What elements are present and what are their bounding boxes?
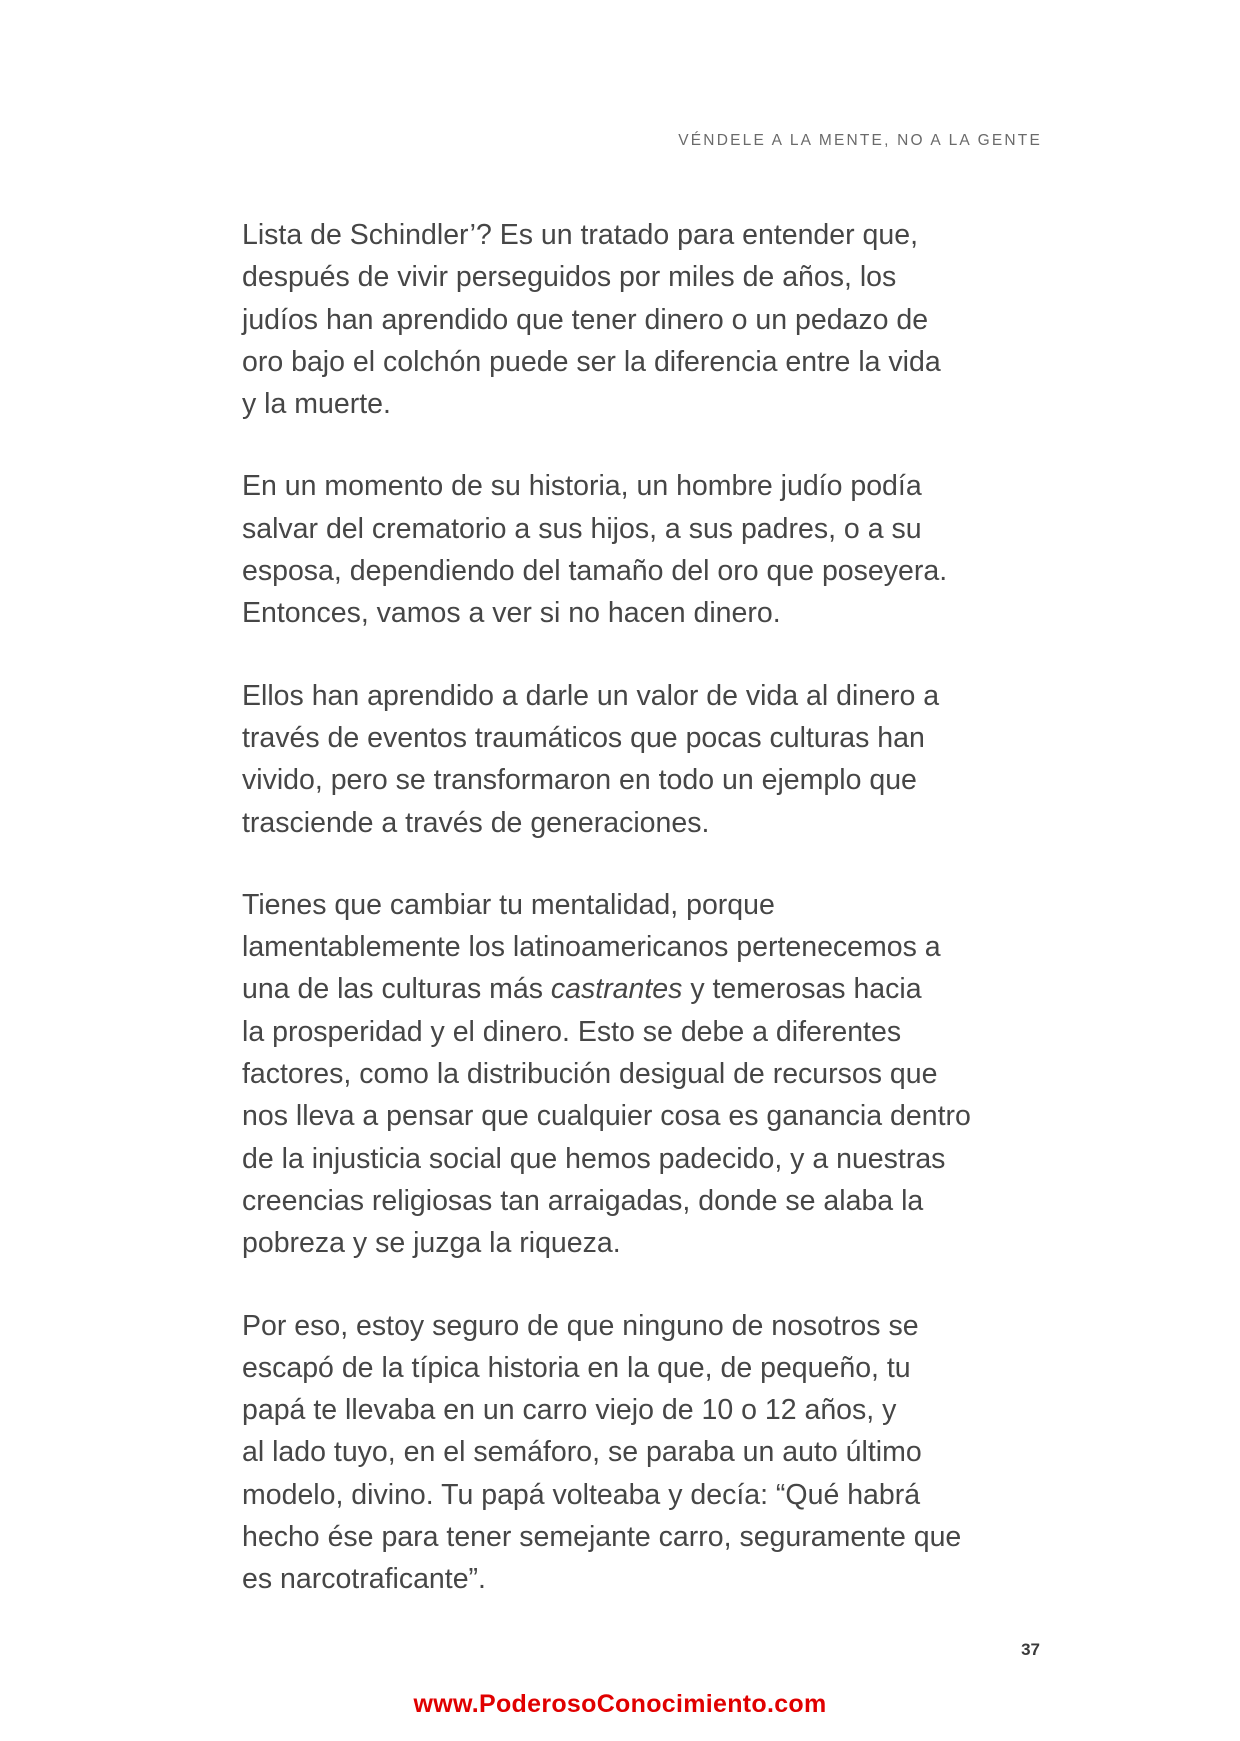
text-line: Tienes que cambiar tu mentalidad, porque — [242, 888, 775, 921]
text-line: después de vivir perseguidos por miles de años, los — [242, 261, 897, 294]
page-number: 37 — [1021, 1640, 1040, 1659]
italic-word: castrantes — [550, 973, 683, 1006]
text-line: Lista de Schindler’? Es un tratado para entender que, — [242, 219, 919, 251]
paragraph-3 — [242, 675, 1072, 844]
text-line: oro bajo el colchón puede ser la diferencia entre la vida — [242, 345, 941, 378]
text-line: Entonces, vamos a ver si no hacen dinero. — [242, 597, 781, 630]
text-line: escapó de la típica historia en la que, de pequeño, tu — [242, 1351, 911, 1384]
text-line: de la injusticia social que hemos padecido, y a nuestras — [242, 1142, 946, 1175]
text-segment: y temerosas hacia — [682, 973, 922, 1006]
text-line: creencias religiosas tan arraigadas, donde se alaba la — [242, 1184, 924, 1217]
body-text — [242, 214, 1072, 1641]
text-line: factores, como la distribución desigual de recursos que — [242, 1058, 938, 1091]
text-line: lamentablemente los latinoamericanos pertenecemos a — [242, 931, 941, 964]
text-line: modelo, divino. Tu papá volteaba y decía: “Qué habrá — [242, 1478, 921, 1511]
text-line: papá te llevaba en un carro viejo de 10 o 12 años, y — [242, 1394, 897, 1427]
text-line: vivido, pero se transformaron en todo un ejemplo que — [242, 764, 917, 797]
text-line: judíos han aprendido que tener dinero o un pedazo de — [242, 303, 929, 336]
text-line: esposa, dependiendo del tamaño del oro que poseyera. — [242, 555, 948, 588]
paragraph-2 — [242, 465, 1072, 634]
text-line: Por eso, estoy seguro de que ninguno de nosotros se — [242, 1309, 919, 1342]
text-line: nos lleva a pensar que cualquier cosa es ganancia dentro — [242, 1100, 971, 1133]
running-header: VÉNDELE A LA MENTE, NO A LA GENTE — [678, 132, 1042, 149]
paragraph-1 — [242, 214, 1072, 425]
text-segment: una de las culturas más — [242, 973, 551, 1006]
text-line: Ellos han aprendido a darle un valor de vida al dinero a — [242, 679, 940, 712]
text-line-with-italic — [242, 968, 1072, 1010]
text-line: hecho ése para tener semejante carro, seguramente que — [242, 1521, 962, 1554]
text-line: la prosperidad y el dinero. Esto se debe a diferentes — [242, 1015, 902, 1048]
website-link[interactable]: www.PoderosoConocimiento.com — [413, 1690, 827, 1718]
paragraph-5 — [242, 1305, 1072, 1601]
text-line: través de eventos traumáticos que pocas culturas han — [242, 721, 925, 754]
text-line: y la muerte. — [242, 388, 391, 421]
text-line: En un momento de su historia, un hombre judío podía — [242, 470, 922, 503]
text-line: trasciende a través de generaciones. — [242, 806, 710, 839]
text-line: pobreza y se juzga la riqueza. — [242, 1227, 621, 1260]
text-line: al lado tuyo, en el semáforo, se paraba un auto último — [242, 1436, 922, 1469]
text-line: es narcotraficante”. — [242, 1563, 486, 1596]
text-line: salvar del crematorio a sus hijos, a sus padres, o a su — [242, 512, 922, 545]
paragraph-4 — [242, 884, 1072, 1265]
